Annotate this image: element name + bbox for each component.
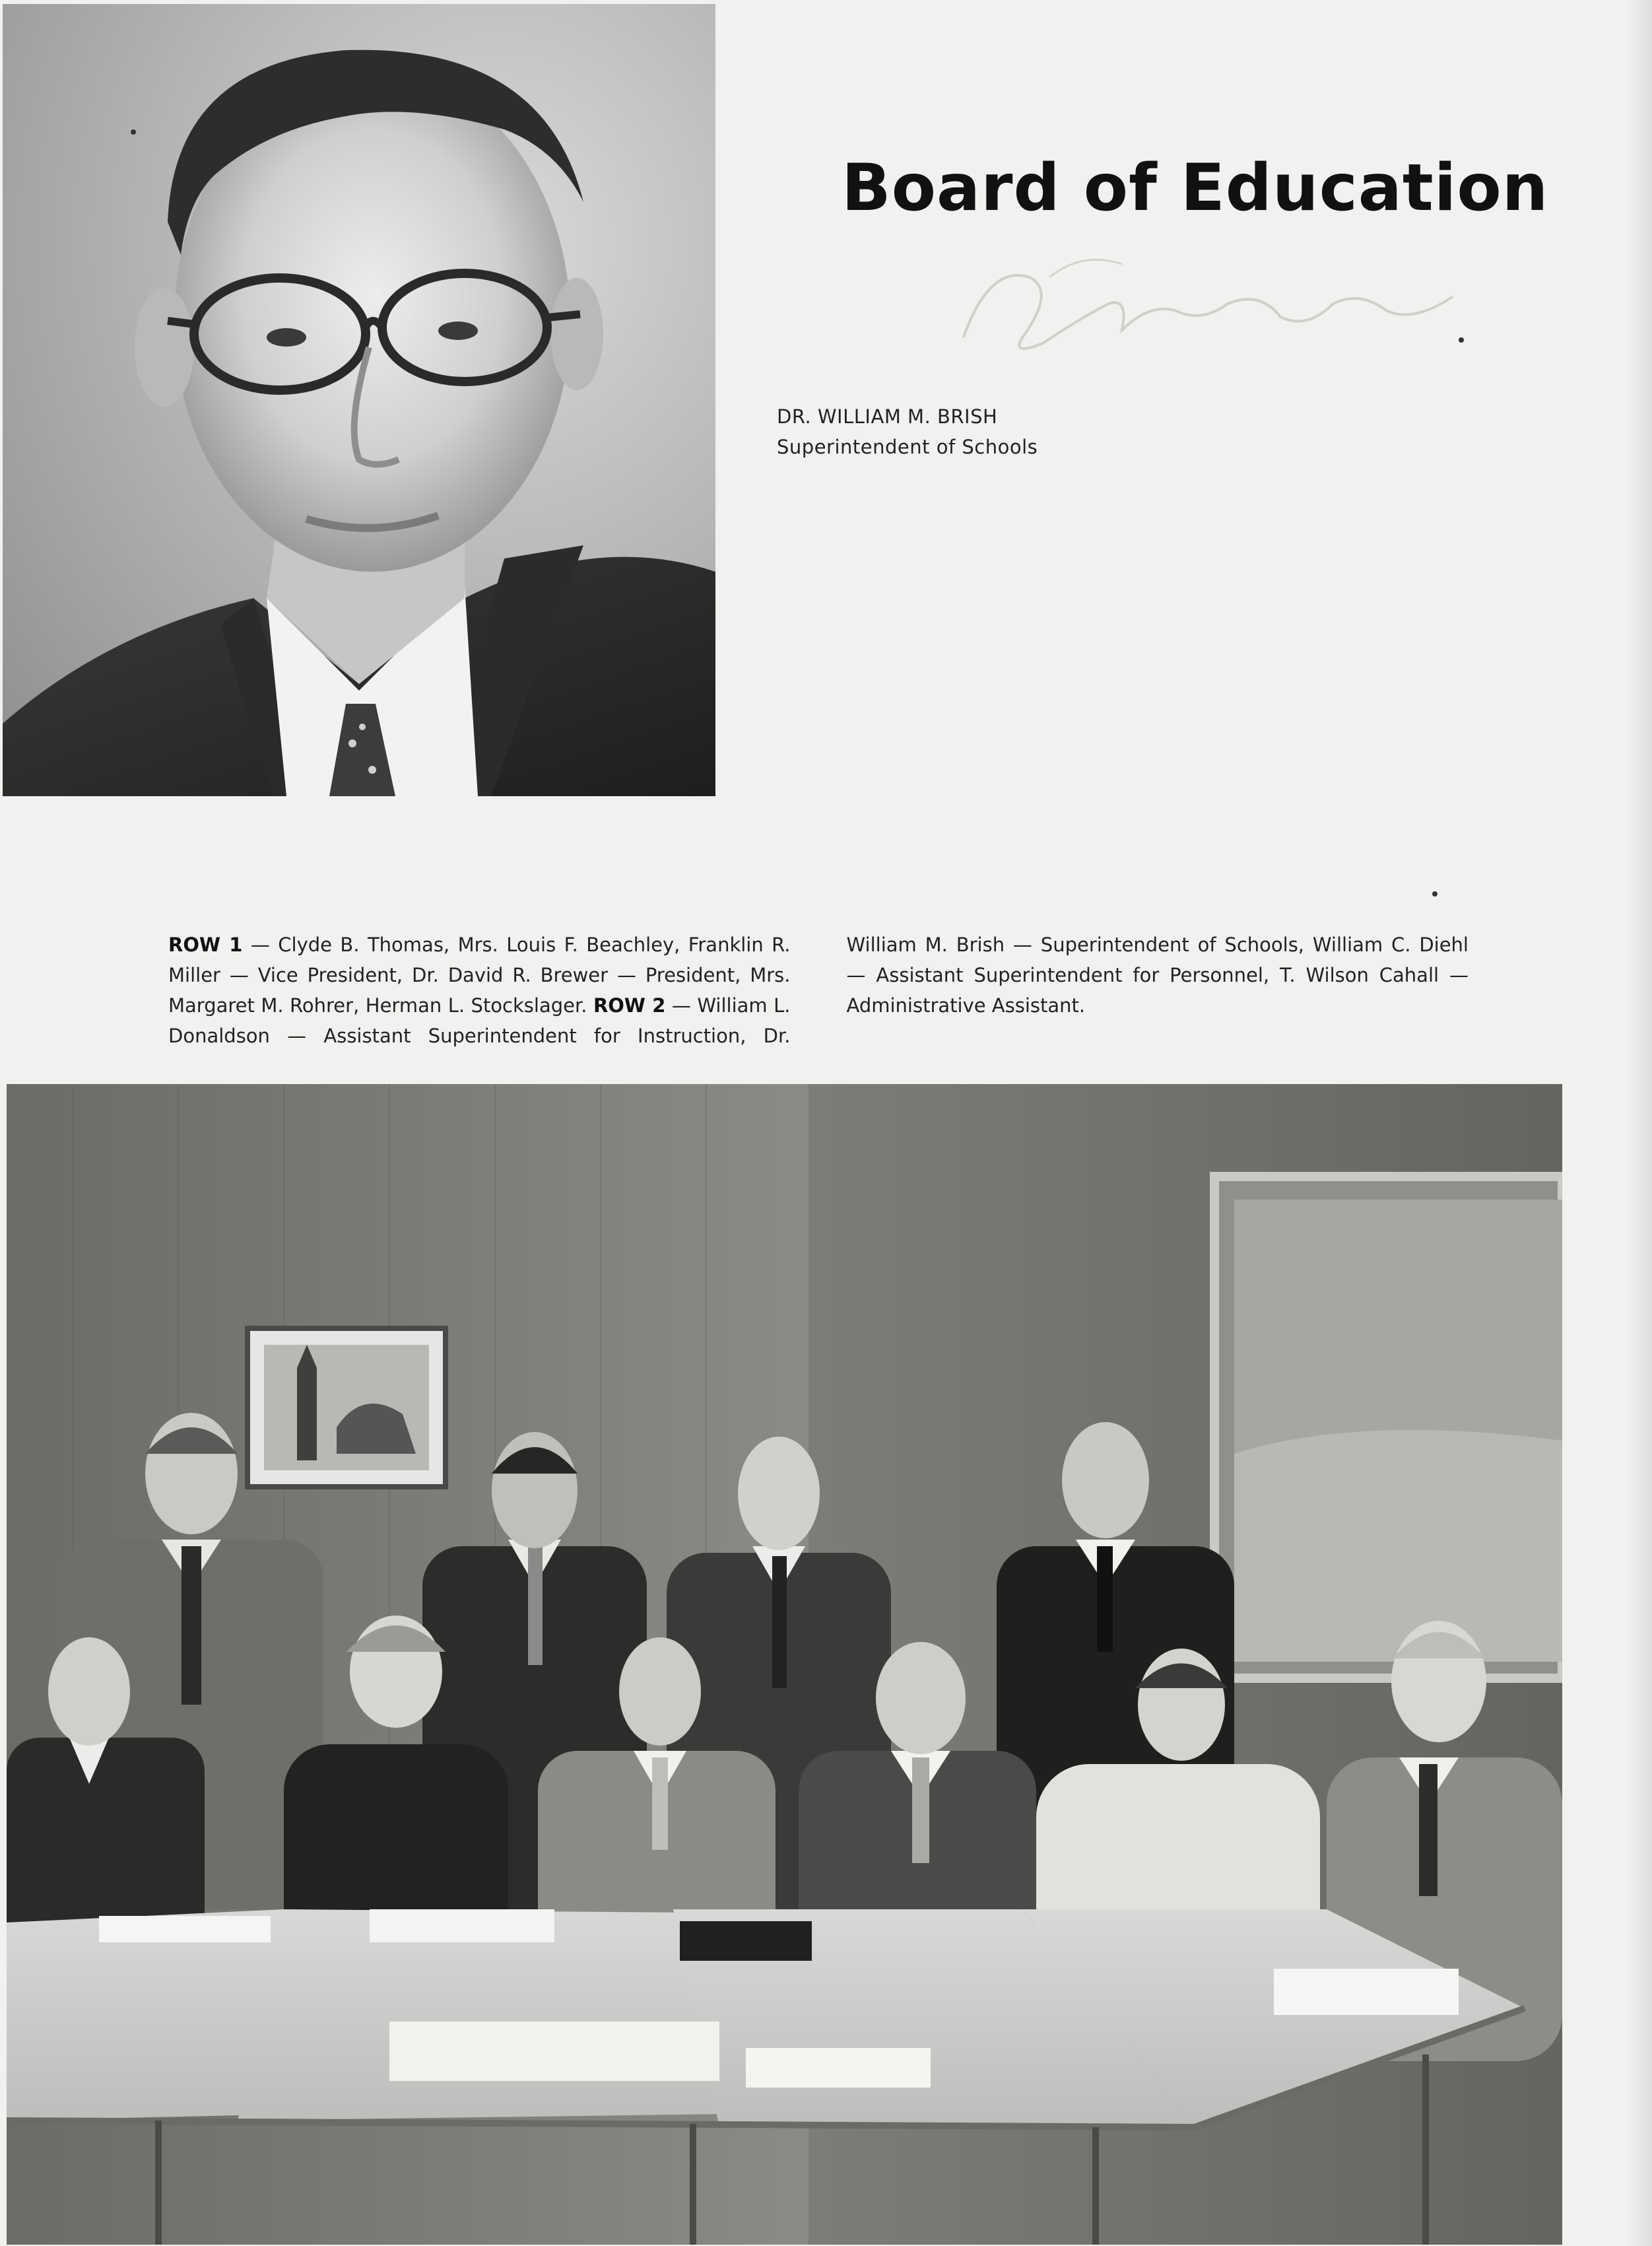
portrait-caption: [777, 401, 1038, 462]
row2-names: — William L. Donaldson — Assistant Superintendent for Instruction, Dr. William M. Brish — Superintendent of Schools, William C. Diehl — Assistant Superintendent for Personnel, T. Wilson Cahall — Administrative Assistant.: [168, 934, 1469, 1047]
print-speck: [1459, 337, 1464, 343]
superintendent-portrait-photo: [3, 4, 715, 796]
print-speck: [131, 129, 136, 135]
signature-mark: [950, 238, 1505, 370]
board-group-photo: [7, 1084, 1562, 2245]
row2-label: ROW 2: [593, 994, 666, 1017]
page-edge-shadow: [1626, 0, 1652, 2246]
portrait-name: DR. WILLIAM M. BRISH: [777, 405, 998, 428]
page-title: Board of Education: [842, 151, 1549, 226]
group-photo-caption: [168, 930, 1469, 1055]
row1-label: ROW 1: [168, 934, 243, 956]
print-speck: [1432, 891, 1437, 897]
portrait-role: Superintendent of Schools: [777, 436, 1038, 458]
row1-names: — Clyde B. Thomas, Mrs. Louis F. Beachley, Franklin R. Miller — Vice President, Dr. David R. Brewer — President, Mrs. Margaret M. Rohrer, Herman L. Stockslager.: [168, 934, 791, 1017]
